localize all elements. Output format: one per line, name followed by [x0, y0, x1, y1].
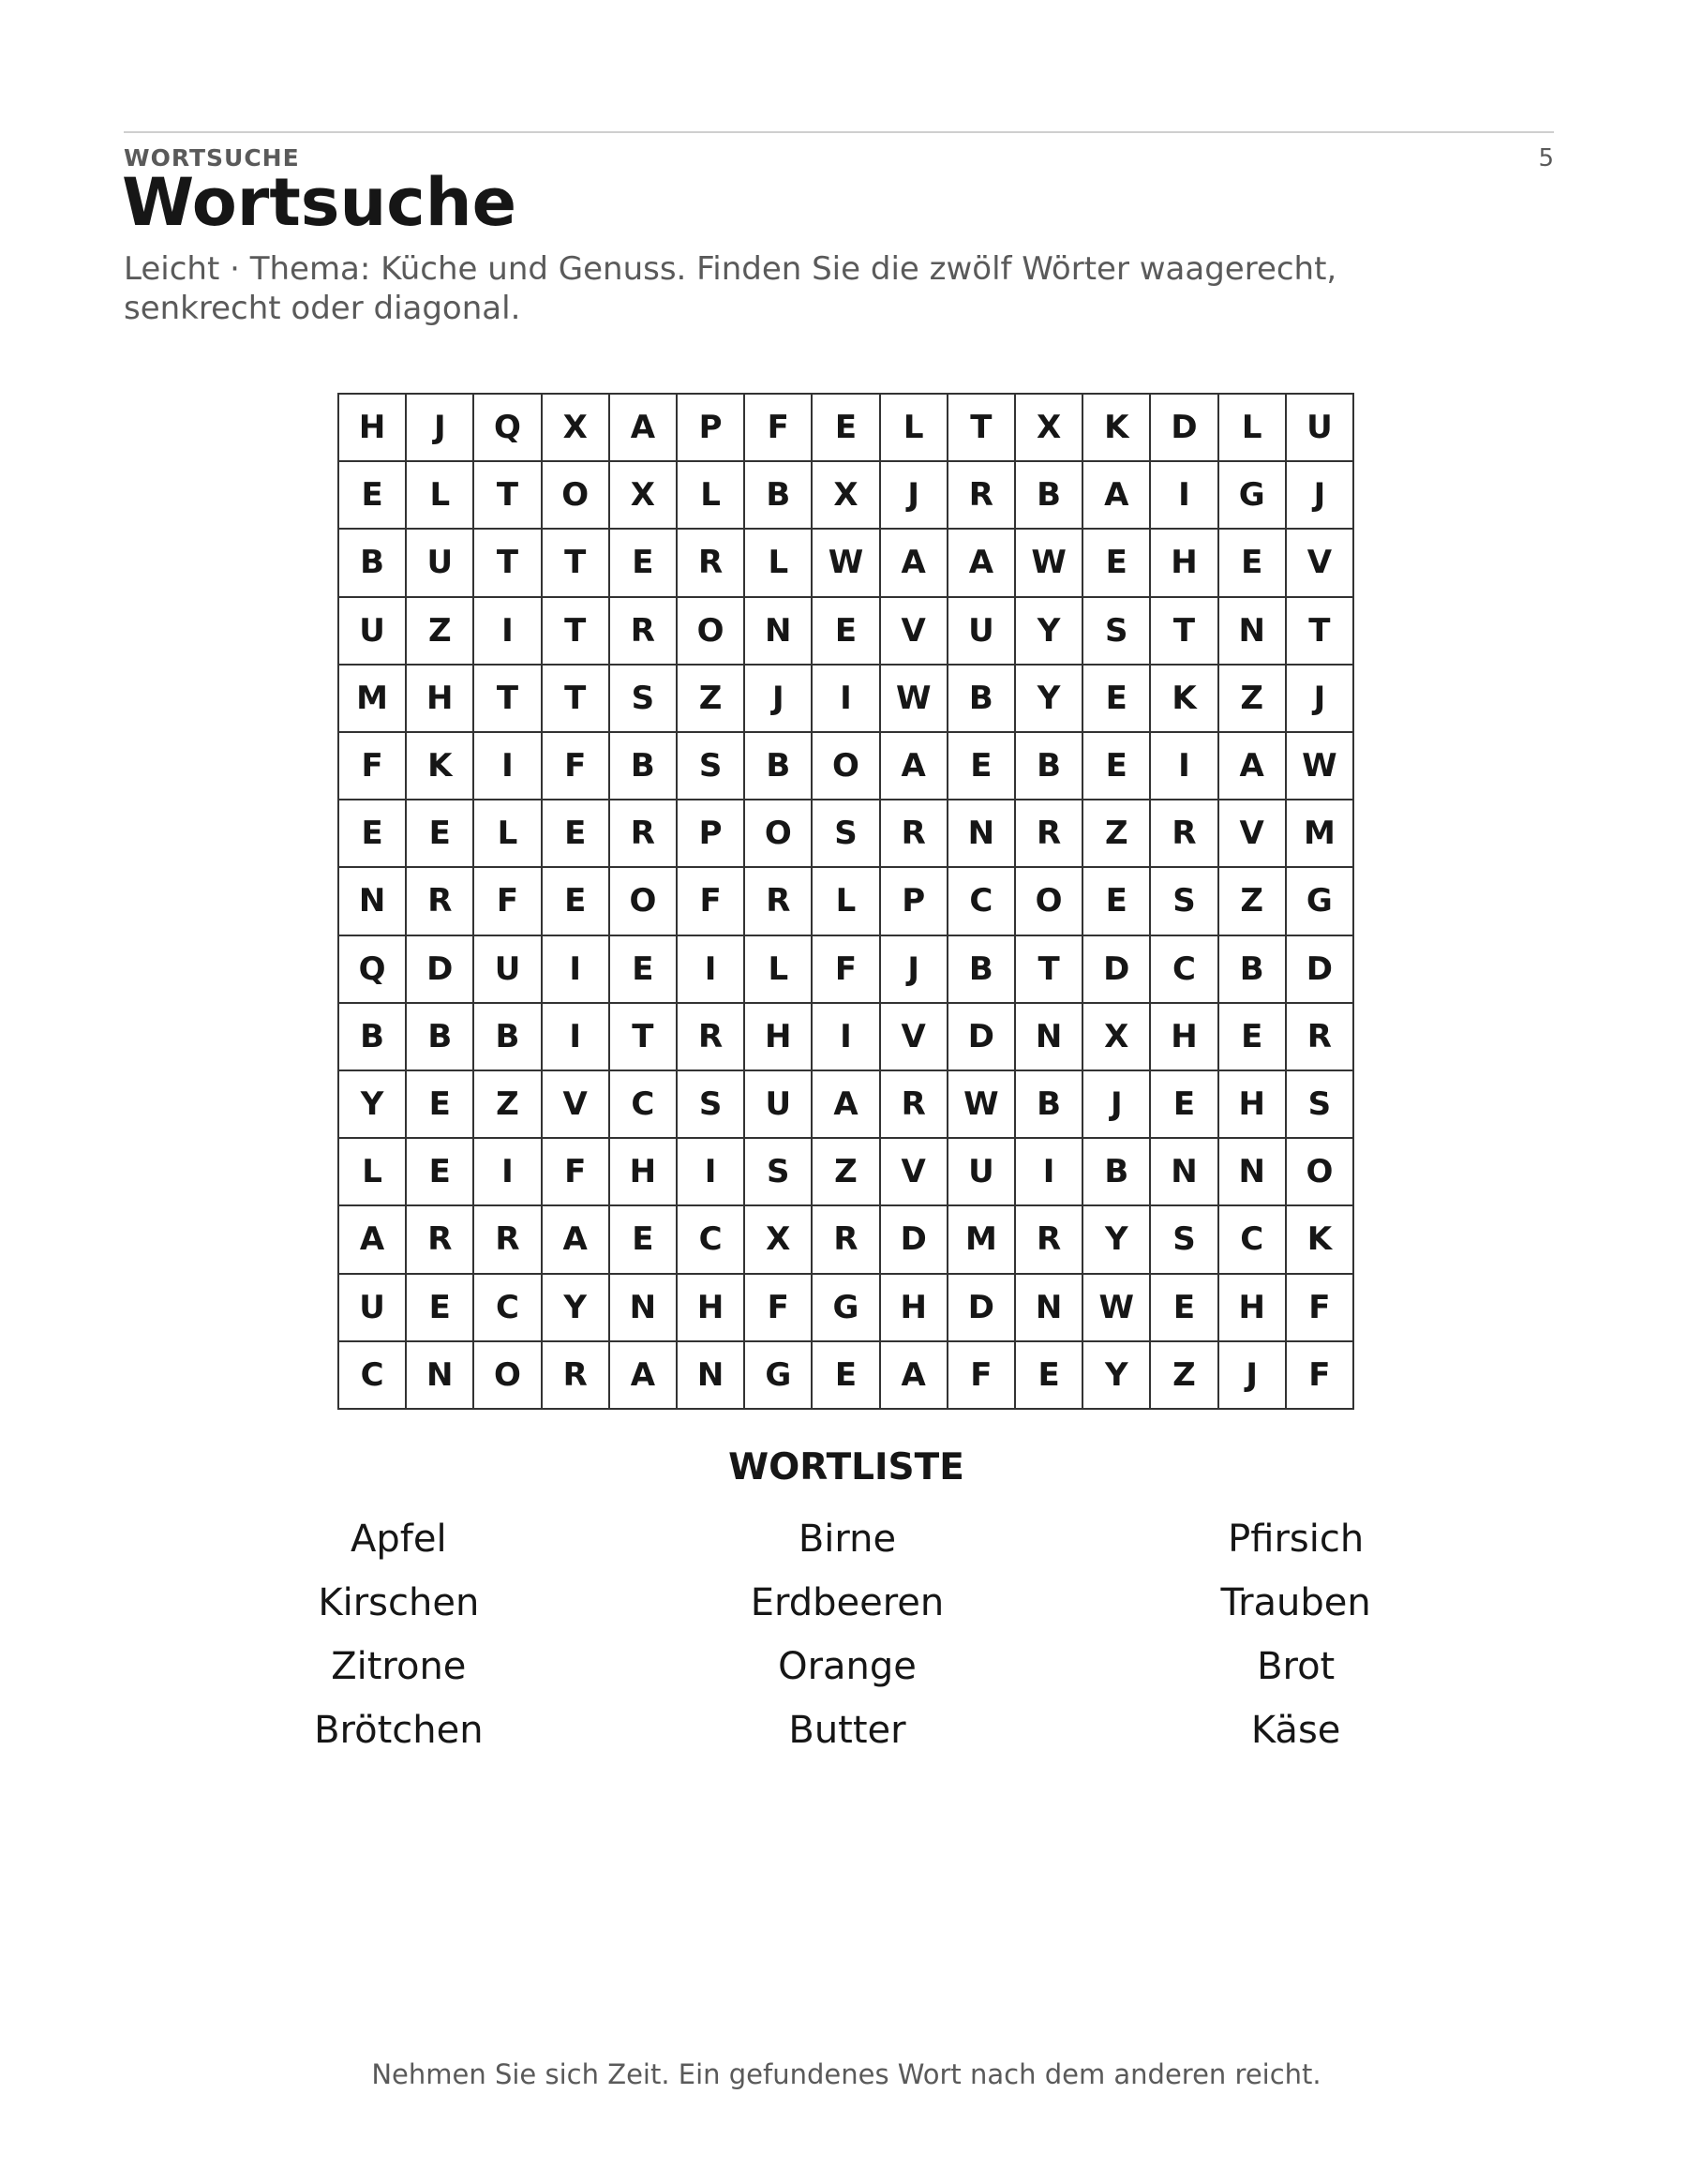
- grid-cell[interactable]: I: [1151, 462, 1218, 530]
- grid-cell[interactable]: E: [407, 1139, 474, 1206]
- grid-cell[interactable]: N: [1016, 1275, 1083, 1342]
- grid-cell[interactable]: G: [1219, 462, 1287, 530]
- grid-cell[interactable]: T: [1016, 936, 1083, 1004]
- grid-cell[interactable]: N: [678, 1342, 745, 1410]
- grid-cell[interactable]: H: [339, 395, 407, 462]
- grid-cell[interactable]: Y: [1083, 1342, 1151, 1410]
- grid-cell[interactable]: G: [745, 1342, 813, 1410]
- grid-cell[interactable]: M: [1287, 800, 1354, 868]
- grid-cell[interactable]: E: [813, 1342, 880, 1410]
- grid-cell[interactable]: U: [407, 530, 474, 597]
- grid-cell[interactable]: I: [1016, 1139, 1083, 1206]
- grid-cell[interactable]: F: [543, 733, 610, 800]
- grid-cell[interactable]: H: [407, 666, 474, 733]
- grid-cell[interactable]: J: [407, 395, 474, 462]
- grid-cell[interactable]: C: [948, 868, 1016, 935]
- grid-cell[interactable]: J: [745, 666, 813, 733]
- grid-cell[interactable]: U: [474, 936, 542, 1004]
- grid-cell[interactable]: J: [1219, 1342, 1287, 1410]
- grid-cell[interactable]: H: [745, 1004, 813, 1071]
- grid-cell[interactable]: S: [678, 733, 745, 800]
- grid-cell[interactable]: X: [745, 1206, 813, 1274]
- grid-cell[interactable]: H: [1151, 1004, 1218, 1071]
- grid-cell[interactable]: H: [1219, 1275, 1287, 1342]
- grid-cell[interactable]: C: [339, 1342, 407, 1410]
- grid-cell[interactable]: K: [1083, 395, 1151, 462]
- grid-cell[interactable]: A: [948, 530, 1016, 597]
- grid-cell[interactable]: E: [543, 800, 610, 868]
- grid-cell[interactable]: N: [1219, 1139, 1287, 1206]
- grid-cell[interactable]: E: [543, 868, 610, 935]
- grid-cell[interactable]: I: [678, 1139, 745, 1206]
- grid-cell[interactable]: K: [1287, 1206, 1354, 1274]
- grid-cell[interactable]: R: [1151, 800, 1218, 868]
- footer-note: Nehmen Sie sich Zeit. Ein gefundenes Wort nach dem anderen reicht.: [371, 2058, 1321, 2090]
- grid-cell[interactable]: N: [339, 868, 407, 935]
- grid-cell[interactable]: E: [1219, 1004, 1287, 1071]
- grid-cell[interactable]: N: [1016, 1004, 1083, 1071]
- grid-cell[interactable]: T: [474, 462, 542, 530]
- grid-cell[interactable]: A: [881, 530, 948, 597]
- grid-cell[interactable]: Y: [1016, 666, 1083, 733]
- grid-cell[interactable]: B: [1016, 733, 1083, 800]
- grid-cell[interactable]: D: [1287, 936, 1354, 1004]
- grid-cell[interactable]: B: [474, 1004, 542, 1071]
- grid-cell[interactable]: N: [948, 800, 1016, 868]
- grid-cell[interactable]: Z: [678, 666, 745, 733]
- grid-cell[interactable]: F: [1287, 1342, 1354, 1410]
- grid-cell[interactable]: G: [813, 1275, 880, 1342]
- grid-cell[interactable]: A: [339, 1206, 407, 1274]
- grid-cell[interactable]: L: [678, 462, 745, 530]
- puzzle-instructions: Leicht · Thema: Küche und Genuss. Finden Sie die zwölf Wörter waagerecht, senkrecht oder diagonal.: [124, 250, 1337, 327]
- grid-cell[interactable]: H: [881, 1275, 948, 1342]
- grid-cell[interactable]: A: [881, 1342, 948, 1410]
- grid-cell[interactable]: R: [1016, 1206, 1083, 1274]
- grid-cell[interactable]: Y: [1083, 1206, 1151, 1274]
- grid-cell[interactable]: N: [407, 1342, 474, 1410]
- grid-cell[interactable]: E: [1083, 733, 1151, 800]
- grid-cell[interactable]: E: [1219, 530, 1287, 597]
- grid-cell[interactable]: F: [339, 733, 407, 800]
- grid-cell[interactable]: A: [813, 1071, 880, 1139]
- grid-cell[interactable]: W: [813, 530, 880, 597]
- grid-cell[interactable]: D: [948, 1275, 1016, 1342]
- grid-cell[interactable]: L: [474, 800, 542, 868]
- grid-cell[interactable]: A: [610, 395, 678, 462]
- grid-cell[interactable]: T: [543, 598, 610, 666]
- word-list-item: Butter: [788, 1709, 906, 1752]
- grid-cell[interactable]: P: [678, 800, 745, 868]
- grid-cell[interactable]: C: [474, 1275, 542, 1342]
- word-list-item: Orange: [778, 1645, 917, 1688]
- grid-cell[interactable]: L: [813, 868, 880, 935]
- grid-cell[interactable]: U: [339, 1275, 407, 1342]
- grid-cell[interactable]: E: [610, 936, 678, 1004]
- grid-cell[interactable]: F: [948, 1342, 1016, 1410]
- grid-cell[interactable]: I: [813, 666, 880, 733]
- grid-cell[interactable]: V: [881, 598, 948, 666]
- grid-cell[interactable]: R: [881, 800, 948, 868]
- grid-cell[interactable]: K: [407, 733, 474, 800]
- grid-cell[interactable]: E: [339, 462, 407, 530]
- grid-cell[interactable]: I: [474, 1139, 542, 1206]
- letter-grid: [337, 393, 1354, 1410]
- grid-cell[interactable]: V: [881, 1004, 948, 1071]
- grid-cell[interactable]: F: [745, 395, 813, 462]
- grid-cell[interactable]: U: [948, 1139, 1016, 1206]
- grid-cell[interactable]: R: [881, 1071, 948, 1139]
- grid-cell[interactable]: B: [1016, 1071, 1083, 1139]
- grid-cell[interactable]: F: [474, 868, 542, 935]
- word-list-item: Käse: [1250, 1709, 1341, 1752]
- grid-cell[interactable]: E: [1151, 1275, 1218, 1342]
- section-label: WORTSUCHE: [124, 144, 300, 172]
- grid-cell[interactable]: A: [881, 733, 948, 800]
- grid-cell[interactable]: Q: [474, 395, 542, 462]
- grid-cell[interactable]: E: [407, 1275, 474, 1342]
- grid-cell[interactable]: B: [339, 1004, 407, 1071]
- grid-cell[interactable]: F: [543, 1139, 610, 1206]
- grid-cell[interactable]: G: [1287, 868, 1354, 935]
- grid-cell[interactable]: B: [1219, 936, 1287, 1004]
- grid-cell[interactable]: W: [1083, 1275, 1151, 1342]
- word-list-item: Trauben: [1220, 1581, 1371, 1624]
- grid-cell[interactable]: E: [610, 530, 678, 597]
- grid-cell[interactable]: O: [678, 598, 745, 666]
- grid-cell[interactable]: J: [1287, 666, 1354, 733]
- grid-cell[interactable]: R: [610, 598, 678, 666]
- grid-cell[interactable]: T: [1287, 598, 1354, 666]
- grid-cell[interactable]: X: [1083, 1004, 1151, 1071]
- grid-cell[interactable]: N: [745, 598, 813, 666]
- grid-cell[interactable]: R: [474, 1206, 542, 1274]
- grid-cell[interactable]: R: [610, 800, 678, 868]
- grid-cell[interactable]: Z: [1083, 800, 1151, 868]
- word-list-item: Zitrone: [331, 1645, 467, 1688]
- grid-cell[interactable]: L: [745, 530, 813, 597]
- grid-cell[interactable]: I: [543, 936, 610, 1004]
- grid-cell[interactable]: Y: [1016, 598, 1083, 666]
- grid-cell[interactable]: J: [881, 462, 948, 530]
- grid-cell[interactable]: O: [1016, 868, 1083, 935]
- grid-cell[interactable]: R: [543, 1342, 610, 1410]
- grid-cell[interactable]: I: [813, 1004, 880, 1071]
- grid-cell[interactable]: U: [948, 598, 1016, 666]
- grid-cell[interactable]: D: [1151, 395, 1218, 462]
- grid-cell[interactable]: B: [339, 530, 407, 597]
- grid-cell[interactable]: T: [948, 395, 1016, 462]
- grid-cell[interactable]: E: [1083, 868, 1151, 935]
- page-number: 5: [1538, 144, 1554, 172]
- grid-cell[interactable]: J: [1287, 462, 1354, 530]
- grid-cell[interactable]: E: [407, 800, 474, 868]
- grid-cell[interactable]: B: [948, 936, 1016, 1004]
- grid-cell[interactable]: A: [543, 1206, 610, 1274]
- grid-cell[interactable]: T: [1151, 598, 1218, 666]
- grid-cell[interactable]: I: [678, 936, 745, 1004]
- grid-cell[interactable]: S: [678, 1071, 745, 1139]
- grid-cell[interactable]: O: [610, 868, 678, 935]
- word-list-item: Brot: [1257, 1645, 1336, 1688]
- grid-cell[interactable]: O: [543, 462, 610, 530]
- grid-cell[interactable]: C: [610, 1071, 678, 1139]
- grid-cell[interactable]: R: [813, 1206, 880, 1274]
- grid-cell[interactable]: S: [745, 1139, 813, 1206]
- grid-cell[interactable]: I: [474, 598, 542, 666]
- grid-cell[interactable]: F: [745, 1275, 813, 1342]
- grid-cell[interactable]: U: [1287, 395, 1354, 462]
- grid-cell[interactable]: V: [1219, 800, 1287, 868]
- word-list-item: Erdbeeren: [750, 1581, 945, 1624]
- grid-cell[interactable]: O: [813, 733, 880, 800]
- grid-cell[interactable]: S: [1287, 1071, 1354, 1139]
- grid-cell[interactable]: L: [881, 395, 948, 462]
- page-title: Wortsuche: [122, 164, 517, 241]
- grid-cell[interactable]: B: [745, 733, 813, 800]
- grid-cell[interactable]: A: [610, 1342, 678, 1410]
- grid-cell[interactable]: L: [1219, 395, 1287, 462]
- grid-cell[interactable]: V: [1287, 530, 1354, 597]
- grid-cell[interactable]: X: [1016, 395, 1083, 462]
- grid-cell[interactable]: N: [1151, 1139, 1218, 1206]
- grid-cell[interactable]: S: [1083, 598, 1151, 666]
- grid-cell[interactable]: R: [407, 868, 474, 935]
- grid-cell[interactable]: U: [745, 1071, 813, 1139]
- grid-cell[interactable]: C: [678, 1206, 745, 1274]
- grid-cell[interactable]: E: [813, 395, 880, 462]
- grid-cell[interactable]: I: [1151, 733, 1218, 800]
- grid-cell[interactable]: Z: [813, 1139, 880, 1206]
- grid-cell[interactable]: Y: [339, 1071, 407, 1139]
- grid-cell[interactable]: B: [1016, 462, 1083, 530]
- grid-cell[interactable]: I: [543, 1004, 610, 1071]
- grid-cell[interactable]: R: [678, 1004, 745, 1071]
- grid-cell[interactable]: C: [1219, 1206, 1287, 1274]
- grid-cell[interactable]: K: [1151, 666, 1218, 733]
- grid-cell[interactable]: F: [1287, 1275, 1354, 1342]
- grid-cell[interactable]: X: [543, 395, 610, 462]
- grid-cell[interactable]: P: [678, 395, 745, 462]
- grid-cell[interactable]: E: [948, 733, 1016, 800]
- grid-cell[interactable]: F: [678, 868, 745, 935]
- grid-cell[interactable]: U: [339, 598, 407, 666]
- grid-cell[interactable]: P: [881, 868, 948, 935]
- grid-cell[interactable]: M: [339, 666, 407, 733]
- grid-cell[interactable]: O: [1287, 1139, 1354, 1206]
- grid-cell[interactable]: L: [339, 1139, 407, 1206]
- grid-cell[interactable]: W: [948, 1071, 1016, 1139]
- grid-cell[interactable]: E: [1151, 1071, 1218, 1139]
- grid-cell[interactable]: L: [745, 936, 813, 1004]
- grid-cell[interactable]: R: [407, 1206, 474, 1274]
- grid-cell[interactable]: W: [1287, 733, 1354, 800]
- grid-cell[interactable]: H: [610, 1139, 678, 1206]
- grid-cell[interactable]: D: [881, 1206, 948, 1274]
- grid-cell[interactable]: S: [610, 666, 678, 733]
- grid-cell[interactable]: E: [407, 1071, 474, 1139]
- grid-cell[interactable]: T: [474, 530, 542, 597]
- grid-cell[interactable]: H: [678, 1275, 745, 1342]
- grid-cell[interactable]: H: [1219, 1071, 1287, 1139]
- grid-cell[interactable]: D: [407, 936, 474, 1004]
- grid-cell[interactable]: R: [1287, 1004, 1354, 1071]
- word-list-item: Apfel: [351, 1518, 447, 1561]
- grid-cell[interactable]: T: [610, 1004, 678, 1071]
- header-divider: [124, 131, 1554, 133]
- grid-cell[interactable]: D: [1083, 936, 1151, 1004]
- grid-cell[interactable]: R: [745, 868, 813, 935]
- grid-cell[interactable]: X: [610, 462, 678, 530]
- grid-cell[interactable]: T: [474, 666, 542, 733]
- grid-cell[interactable]: E: [610, 1206, 678, 1274]
- grid-cell[interactable]: W: [1016, 530, 1083, 597]
- grid-cell[interactable]: E: [1083, 666, 1151, 733]
- grid-cell[interactable]: E: [339, 800, 407, 868]
- grid-cell[interactable]: S: [813, 800, 880, 868]
- grid-cell[interactable]: E: [1083, 530, 1151, 597]
- grid-cell[interactable]: O: [745, 800, 813, 868]
- grid-cell[interactable]: L: [407, 462, 474, 530]
- grid-cell[interactable]: T: [543, 666, 610, 733]
- grid-cell[interactable]: E: [1016, 1342, 1083, 1410]
- grid-cell[interactable]: T: [543, 530, 610, 597]
- grid-cell[interactable]: S: [1151, 1206, 1218, 1274]
- word-list-item: Brötchen: [314, 1709, 484, 1752]
- grid-cell[interactable]: E: [813, 598, 880, 666]
- grid-cell[interactable]: N: [1219, 598, 1287, 666]
- grid-cell[interactable]: R: [678, 530, 745, 597]
- grid-cell[interactable]: X: [813, 462, 880, 530]
- grid-cell[interactable]: Z: [1151, 1342, 1218, 1410]
- grid-cell[interactable]: A: [1083, 462, 1151, 530]
- grid-cell[interactable]: B: [407, 1004, 474, 1071]
- grid-cell[interactable]: N: [610, 1275, 678, 1342]
- grid-cell[interactable]: Z: [407, 598, 474, 666]
- grid-cell[interactable]: S: [1151, 868, 1218, 935]
- grid-cell[interactable]: B: [948, 666, 1016, 733]
- grid-cell[interactable]: I: [474, 733, 542, 800]
- grid-cell[interactable]: B: [1083, 1139, 1151, 1206]
- grid-cell[interactable]: R: [948, 462, 1016, 530]
- grid-cell[interactable]: Q: [339, 936, 407, 1004]
- grid-cell[interactable]: J: [1083, 1071, 1151, 1139]
- grid-cell[interactable]: Z: [1219, 666, 1287, 733]
- word-list-item: Kirschen: [318, 1581, 480, 1624]
- grid-cell[interactable]: Z: [1219, 868, 1287, 935]
- grid-cell[interactable]: C: [1151, 936, 1218, 1004]
- grid-cell[interactable]: W: [881, 666, 948, 733]
- grid-cell[interactable]: R: [1016, 800, 1083, 868]
- grid-cell[interactable]: O: [474, 1342, 542, 1410]
- word-list: [174, 1511, 1520, 1766]
- grid-cell[interactable]: Y: [543, 1275, 610, 1342]
- grid-cell[interactable]: J: [881, 936, 948, 1004]
- grid-cell[interactable]: B: [610, 733, 678, 800]
- grid-cell[interactable]: D: [948, 1004, 1016, 1071]
- grid-cell[interactable]: V: [543, 1071, 610, 1139]
- word-list-heading: WORTLISTE: [728, 1446, 964, 1488]
- word-list-item: Pfirsich: [1228, 1518, 1365, 1561]
- grid-cell[interactable]: B: [745, 462, 813, 530]
- grid-cell[interactable]: F: [813, 936, 880, 1004]
- grid-cell[interactable]: V: [881, 1139, 948, 1206]
- grid-cell[interactable]: H: [1151, 530, 1218, 597]
- grid-cell[interactable]: Z: [474, 1071, 542, 1139]
- grid-cell[interactable]: M: [948, 1206, 1016, 1274]
- word-list-item: Birne: [798, 1518, 897, 1561]
- grid-cell[interactable]: A: [1219, 733, 1287, 800]
